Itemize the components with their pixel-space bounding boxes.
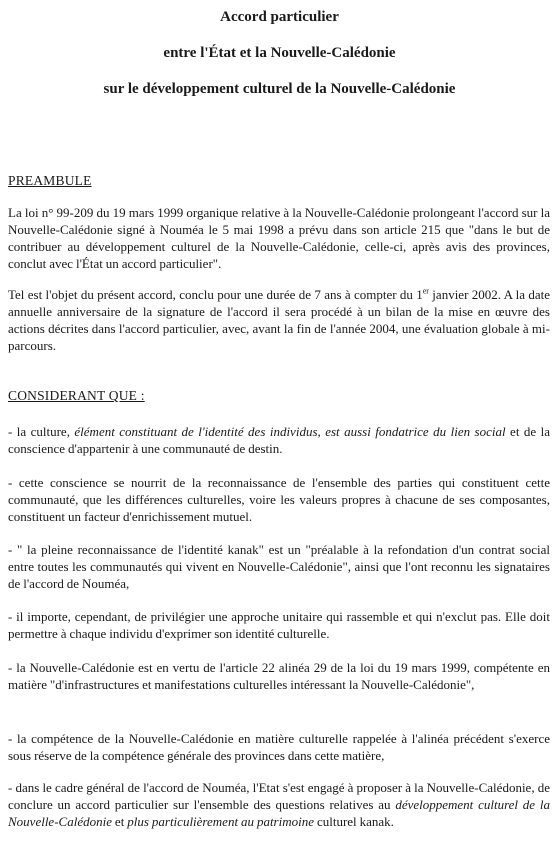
considerant-item-7-joiner: et: [111, 814, 128, 829]
considerant-item-7: [8, 779, 550, 830]
considerant-item-6: - la compétence de la Nouvelle-Calédonie en matière culturelle rappelée à l'alinéa précédent s'exerce sous réserve de la compétence générale des provinces dans cette matière,: [8, 731, 550, 763]
considerant-item-5: - la Nouvelle-Calédonie est en vertu de l'article 22 alinéa 29 de la loi du 19 mars 1999, compétente en matière "d'infrastructures et manifestations culturelles intéressant la Nouvelle-Calédonie",: [8, 660, 550, 692]
preambule-paragraph-2-start: Tel est l'objet du présent accord, conclu pour une durée de 7 ans à compter du 1: [8, 287, 423, 302]
document-title-line-3: sur le développement culturel de la Nouvelle-Calédonie: [103, 81, 456, 97]
preambule-paragraph-2-end: janvier 2002. A la date annuelle anniversaire de la signature de l'accord il sera procédé à un bilan de la mise en œuvre des actions décrites dans l'accord particulier, avec, avant la fin de l'année 2004, une évaluation globale à mi-parcours.: [8, 287, 550, 353]
considerant-item-1-text: - la culture,: [8, 424, 75, 439]
document-title-line-2: entre l'État et la Nouvelle-Calédonie: [163, 45, 396, 61]
preambule-paragraph-1: La loi n° 99-209 du 19 mars 1999 organique relative à la Nouvelle-Calédonie prolongeant l'accord sur la Nouvelle-Calédonie signé à Nouméa le 5 mai 1998 a prévu dans son article 215 que "dans le but de contribuer au développement culturel de la Nouvelle-Calédonie, celle-ci, après avis des provinces, conclut avec l'État un accord particulier".: [8, 205, 550, 271]
considerant-item-7-emphasis-2: plus particulièrement au patrimoine: [127, 814, 315, 829]
preambule-heading: PREAMBULE: [8, 173, 92, 188]
considerant-item-7-emphasis-1: développement culturel de la Nouvelle-Calédonie: [8, 797, 550, 829]
ordinal-superscript: er: [422, 286, 429, 296]
considerant-item-4: - il importe, cependant, de privilégier une approche unitaire qui rassemble et qui n'exclut pas. Elle doit permettre à chaque individu d'exprimer son identité culturelle.: [8, 609, 550, 641]
considerant-item-2: - cette conscience se nourrit de la reconnaissance de l'ensemble des parties qui constituent cette communauté, que les différences culturelles, voire les valeurs propres à chacune de ses composantes, constituent un facteur d'enrichissement mutuel.: [8, 475, 550, 524]
considerant-item-7-text: - dans le cadre général de l'accord de Nouméa, l'Etat s'est engagé à proposer à la Nouvelle-Calédonie, de conclure un accord particulier sur l'ensemble des questions relatives au: [8, 780, 550, 812]
considerant-item-3: - " la pleine reconnaissance de l'identité kanak" est un "préalable à la refondation d'un contrat social entre toutes les communautés qui vivent en Nouvelle-Calédonie", ainsi que l'ont reconnu les signataires de l'accord de Nouméa,: [8, 542, 550, 591]
document-title-line-1: Accord particulier: [220, 9, 339, 25]
considerant-item-7-tail: culturel kanak.: [314, 814, 394, 829]
considerant-heading: CONSIDERANT QUE :: [8, 388, 145, 403]
considerant-item-1-tail: et de la conscience d'appartenir à une communauté de destin.: [8, 424, 550, 456]
considerant-item-1: [8, 423, 550, 457]
preambule-paragraph-2: [8, 286, 550, 354]
considerant-item-1-emphasis: élément constituant de l'identité des individus, est aussi fondatrice du lien social: [74, 424, 506, 439]
